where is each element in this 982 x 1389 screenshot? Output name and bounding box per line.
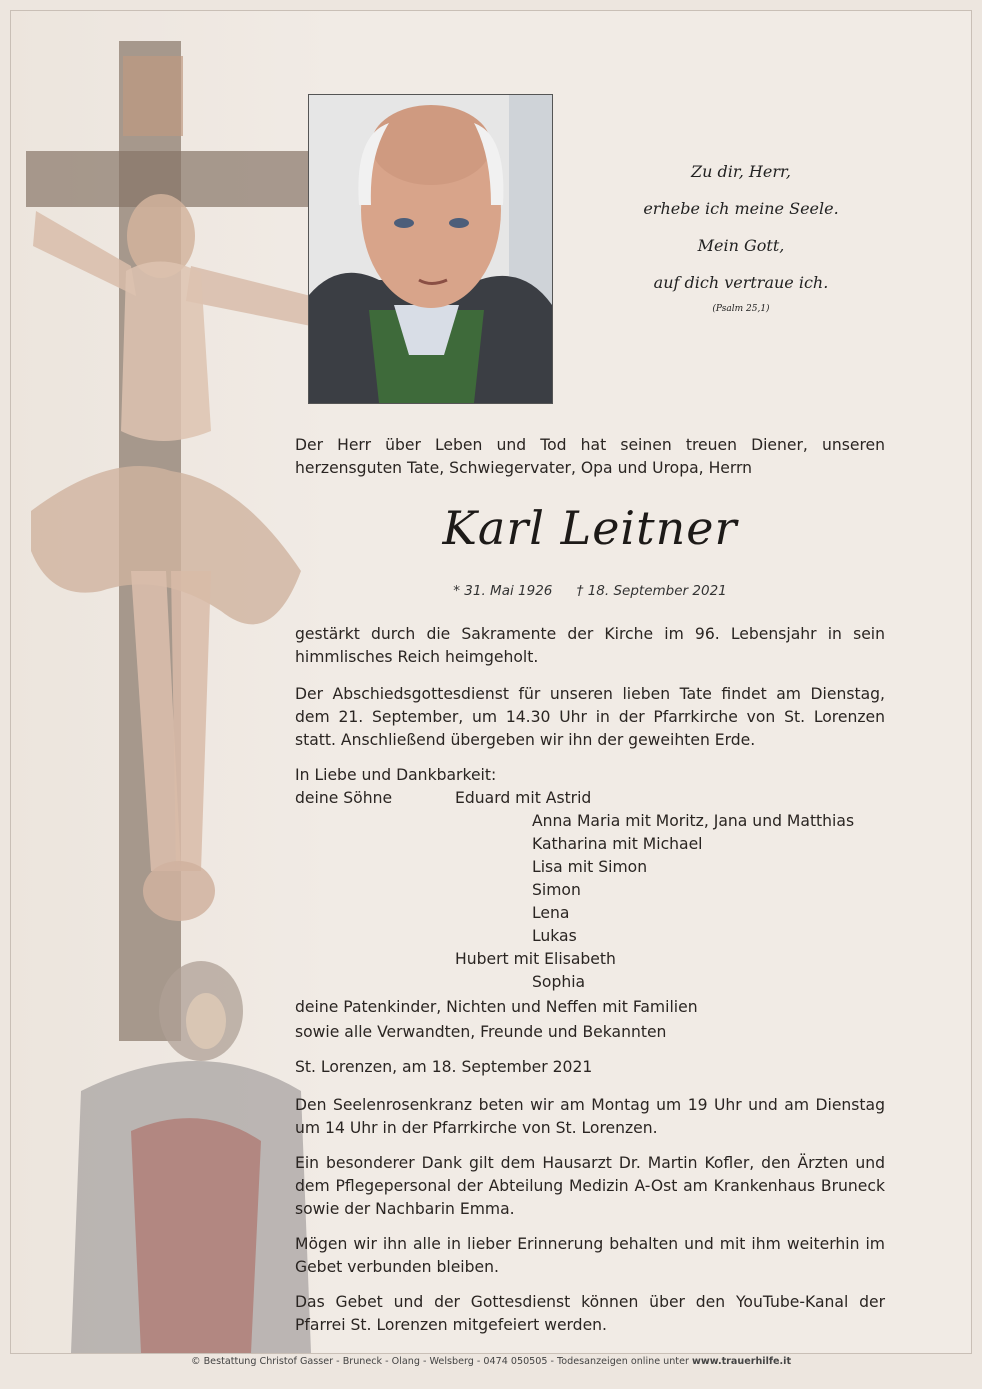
grandchild-name: Lena — [532, 904, 570, 922]
life-dates — [295, 583, 885, 599]
footer-link[interactable]: www.trauerhilfe.it — [691, 1356, 792, 1367]
place-date: St. Lorenzen, am 18. September 2021 — [295, 1058, 593, 1076]
psalm-line: erhebe ich meine Seele. — [643, 199, 839, 218]
crucifix-image — [11, 11, 331, 1353]
psalm-line: Mein Gott, — [697, 236, 785, 255]
paragraph-thanks: Ein besonderer Dank gilt dem Hausarzt Dr. Martin Kofler, den Ärzten und dem Pflegepersonal der Abteilung Medizin A-Ost am Krankenhaus Bruneck sowie der Nachbarin Emma. — [295, 1154, 885, 1218]
intro-text: Der Herr über Leben und Tod hat seinen treuen Diener, unseren herzensguten Tate, Schwiegervater, Opa und Uropa, Herrn — [295, 436, 885, 477]
psalm-reference: (Psalm 25,1) — [712, 304, 770, 314]
grandchild-name: Lukas — [532, 927, 577, 945]
obituary-card — [10, 10, 972, 1354]
psalm-line: Zu dir, Herr, — [691, 162, 791, 181]
grandchild-name: Sophia — [532, 973, 586, 991]
son-name: Hubert mit Elisabeth — [455, 950, 616, 968]
deceased-name: Karl Leitner — [442, 501, 738, 555]
portrait-photo — [308, 94, 553, 404]
son-name: Eduard mit Astrid — [455, 789, 592, 807]
paragraph-sacraments: gestärkt durch die Sakramente der Kirche im 96. Lebensjahr in sein himmlisches Reich heimgeholt. — [295, 625, 885, 666]
footer — [0, 1356, 982, 1367]
grandchild-name: Lisa mit Simon — [532, 858, 648, 876]
paragraph-youtube: Das Gebet und der Gottesdienst können über den YouTube-Kanal der Pfarrei St. Lorenzen mitgefeiert werden. — [295, 1293, 885, 1334]
grandchild-name: Katharina mit Michael — [532, 835, 703, 853]
grandchild-name: Simon — [532, 881, 581, 899]
sons-label: deine Söhne — [295, 789, 393, 807]
godchildren-line: deine Patenkinder, Nichten und Neffen mit Familien — [295, 998, 698, 1016]
paragraph-rosary: Den Seelenrosenkranz beten wir am Montag um 19 Uhr und am Dienstag um 14 Uhr in der Pfarrkirche von St. Lorenzen. — [295, 1096, 885, 1137]
grandchild-name: Anna Maria mit Moritz, Jana und Matthias — [532, 812, 855, 830]
birth-date: * 31. Mai 1926 — [453, 583, 553, 599]
footer-text: © Bestattung Christof Gasser - Bruneck - Olang - Welsberg - 0474 050505 - Todesanzeigen online unter — [190, 1356, 692, 1367]
psalm-verse — [571, 153, 911, 317]
relatives-line: sowie alle Verwandten, Freunde und Bekannten — [295, 1023, 667, 1041]
mourners-heading: In Liebe und Dankbarkeit: — [295, 766, 497, 784]
psalm-line: auf dich vertraue ich. — [653, 273, 829, 292]
paragraph-remembrance: Mögen wir ihn alle in lieber Erinnerung behalten und mit ihm weiterhin im Gebet verbunden bleiben. — [295, 1235, 885, 1276]
death-date: † 18. September 2021 — [576, 583, 727, 599]
paragraph-funeral-service: Der Abschiedsgottesdienst für unseren lieben Tate findet am Dienstag, dem 21. September, um 14.30 Uhr in der Pfarrkirche von St. Lorenzen statt. Anschließend übergeben wir ihn der geweihten Erde. — [295, 685, 885, 749]
mourners-list — [295, 764, 885, 1044]
sons-row — [295, 787, 885, 810]
